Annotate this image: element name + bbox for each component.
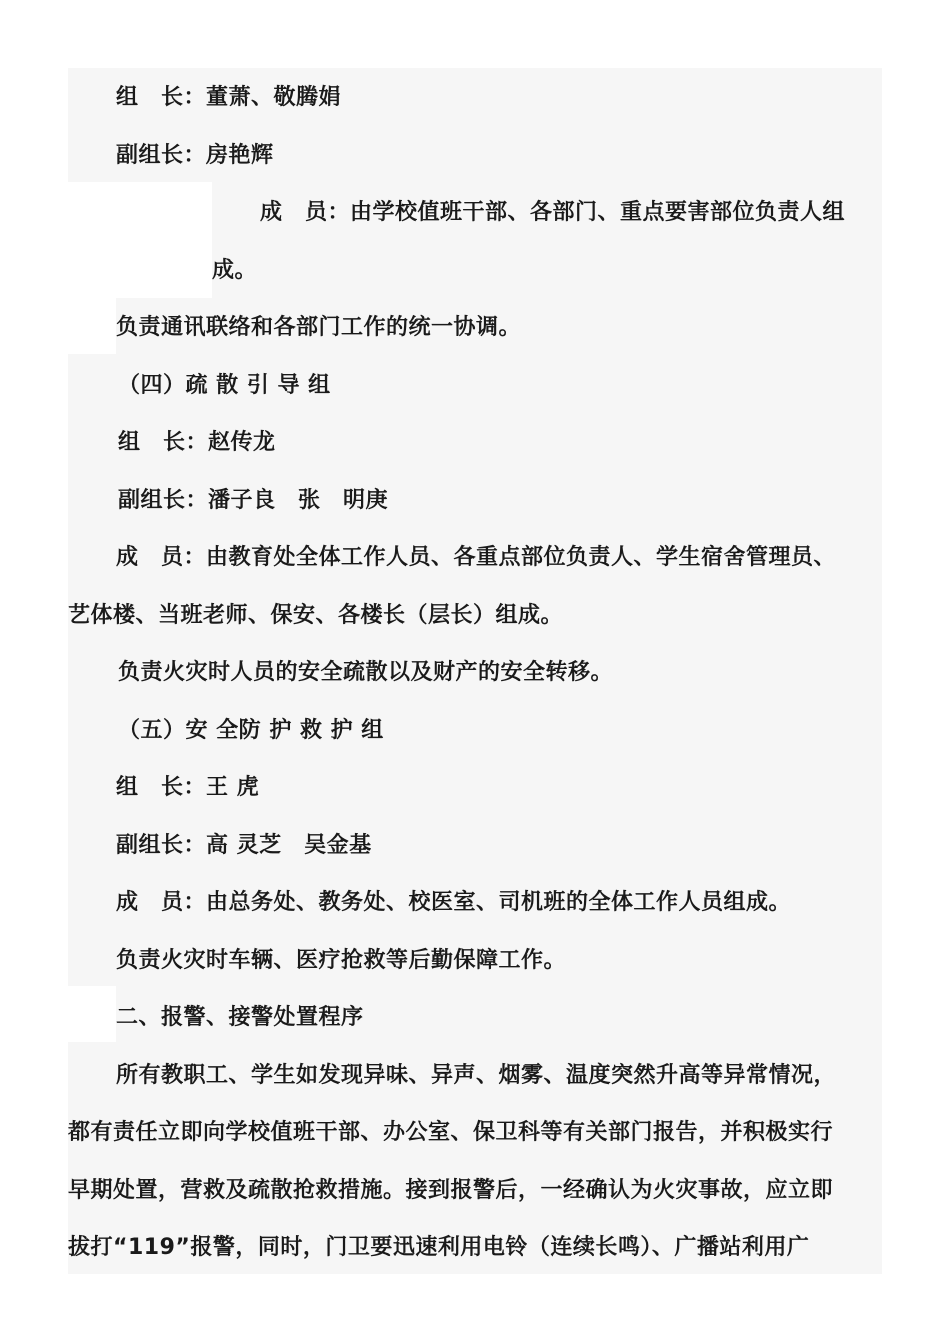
responsibility-line: 负责火灾时车辆、医疗抢救等后勤保障工作。 bbox=[116, 948, 567, 973]
paragraph-line: 拔打“119”报警，同时，门卫要迅速利用电铃（连续长鸣）、广播站利用广 bbox=[68, 1235, 810, 1260]
paragraph-line: 早期处置，营救及疏散抢救措施。接到报警后，一经确认为火灾事故，应立即 bbox=[68, 1178, 834, 1203]
members-line: 成 员：由学校值班干部、各部门、重点要害部位负责人组 bbox=[260, 200, 846, 225]
team-leader-line: 组 长：董萧、敬腾娟 bbox=[116, 85, 342, 110]
responsibility-line: 负责通讯联络和各部门工作的统一协调。 bbox=[116, 315, 522, 340]
members-line-continued: 成。 bbox=[212, 258, 258, 283]
deputy-leader-line: 副组长：高 灵芝 吴金基 bbox=[116, 833, 372, 858]
paragraph-line: 所有教职工、学生如发现异味、异声、烟雾、温度突然升高等异常情况， bbox=[116, 1063, 837, 1088]
team-leader-line: 组 长：赵传龙 bbox=[118, 430, 276, 455]
responsibility-line: 负责火灾时人员的安全疏散以及财产的安全转移。 bbox=[118, 660, 614, 685]
team-leader-line: 组 长：王 虎 bbox=[116, 775, 260, 800]
section-heading-alarm: 二、报警、接警处置程序 bbox=[116, 1005, 364, 1030]
section-heading-evacuation: （四）疏 散 引 导 组 bbox=[118, 373, 331, 398]
members-line: 成 员：由总务处、教务处、校医室、司机班的全体工作人员组成。 bbox=[116, 890, 792, 915]
members-line: 成 员：由教育处全体工作人员、各重点部位负责人、学生宿舍管理员、 bbox=[116, 545, 837, 570]
paragraph-line: 都有责任立即向学校值班干部、办公室、保卫科等有关部门报告，并积极实行 bbox=[68, 1120, 834, 1145]
deputy-leader-line: 副组长：房艳辉 bbox=[116, 143, 274, 168]
deputy-leader-line: 副组长：潘子良 张 明庚 bbox=[118, 488, 389, 513]
members-line-continued: 艺体楼、当班老师、保安、各楼长（层长）组成。 bbox=[68, 603, 564, 628]
section-heading-protection: （五）安 全防 护 救 护 组 bbox=[118, 718, 384, 743]
